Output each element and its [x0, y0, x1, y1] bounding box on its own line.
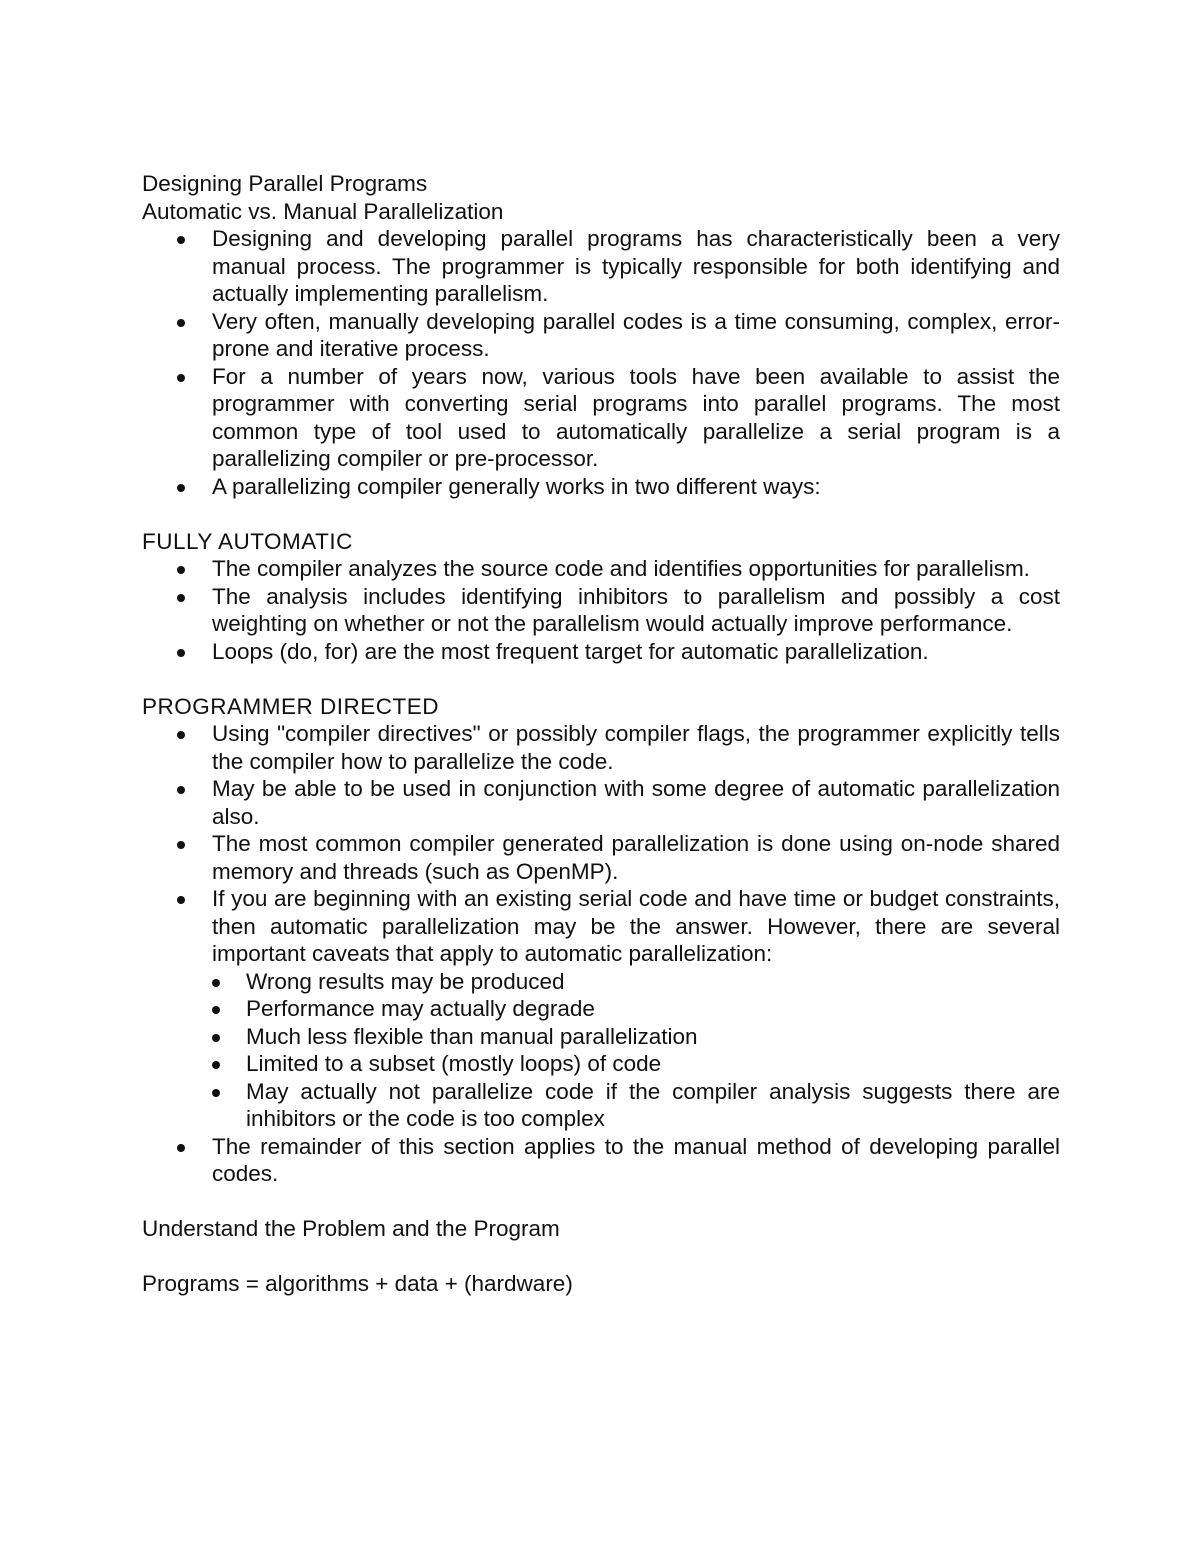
sub-list-item: Limited to a subset (mostly loops) of code [142, 1050, 1060, 1078]
fully-automatic-heading: FULLY AUTOMATIC [142, 528, 353, 554]
programs-formula: Programs = algorithms + data + (hardware) [142, 1271, 573, 1296]
list-item: If you are beginning with an existing serial code and have time or budget constraints, then automatic parallelization may be the answer. However, there are several important caveats that apply to automatic parallelization: [142, 885, 1060, 968]
list-item: The analysis includes identifying inhibitors to parallelism and possibly a cost weighting on whether or not the parallelism would actually improve performance. [142, 583, 1060, 638]
list-item: Using "compiler directives" or possibly compiler flags, the programmer explicitly tells the compiler how to parallelize the code. [142, 720, 1060, 775]
list-item: The most common compiler generated parallelization is done using on-node shared memory and threads (such as OpenMP). [142, 830, 1060, 885]
programmer-directed-final-list [142, 1133, 1060, 1188]
sub-list-item: Wrong results may be produced [142, 968, 1060, 996]
list-item: Designing and developing parallel programs has characteristically been a very manual process. The programmer is typically responsible for both identifying and actually implementing parallelism. [142, 225, 1060, 308]
fully-automatic-bullet-list [142, 555, 1060, 665]
sub-list-item: Much less flexible than manual parallelization [142, 1023, 1060, 1051]
list-item: The remainder of this section applies to the manual method of developing parallel codes. [142, 1133, 1060, 1188]
list-item: The compiler analyzes the source code and identifies opportunities for parallelism. [142, 555, 1060, 583]
sub-list-item: Performance may actually degrade [142, 995, 1060, 1023]
spacer [142, 1243, 1060, 1271]
document-subtitle: Automatic vs. Manual Parallelization [142, 198, 504, 224]
document-title: Designing Parallel Programs [142, 171, 428, 196]
programmer-directed-bullet-list [142, 720, 1060, 968]
document-content [142, 170, 1060, 1298]
programmer-directed-heading: PROGRAMMER DIRECTED [142, 693, 440, 719]
list-item: May be able to be used in conjunction with some degree of automatic parallelization also. [142, 775, 1060, 830]
spacer [142, 500, 1060, 528]
list-item: A parallelizing compiler generally works in two different ways: [142, 473, 1060, 501]
sub-list-item: May actually not parallelize code if the compiler analysis suggests there are inhibitors or the code is too complex [142, 1078, 1060, 1133]
list-item: Very often, manually developing parallel codes is a time consuming, complex, error-prone and iterative process. [142, 308, 1060, 363]
understand-heading: Understand the Problem and the Program [142, 1216, 560, 1241]
list-item: For a number of years now, various tools have been available to assist the programmer with converting serial programs into parallel programs. The most common type of tool used to automatically parallelize a serial program is a parallelizing compiler or pre-processor. [142, 363, 1060, 473]
caveats-sub-list [142, 968, 1060, 1133]
list-item: Loops (do, for) are the most frequent target for automatic parallelization. [142, 638, 1060, 666]
spacer [142, 1188, 1060, 1216]
spacer [142, 665, 1060, 693]
intro-bullet-list [142, 225, 1060, 500]
